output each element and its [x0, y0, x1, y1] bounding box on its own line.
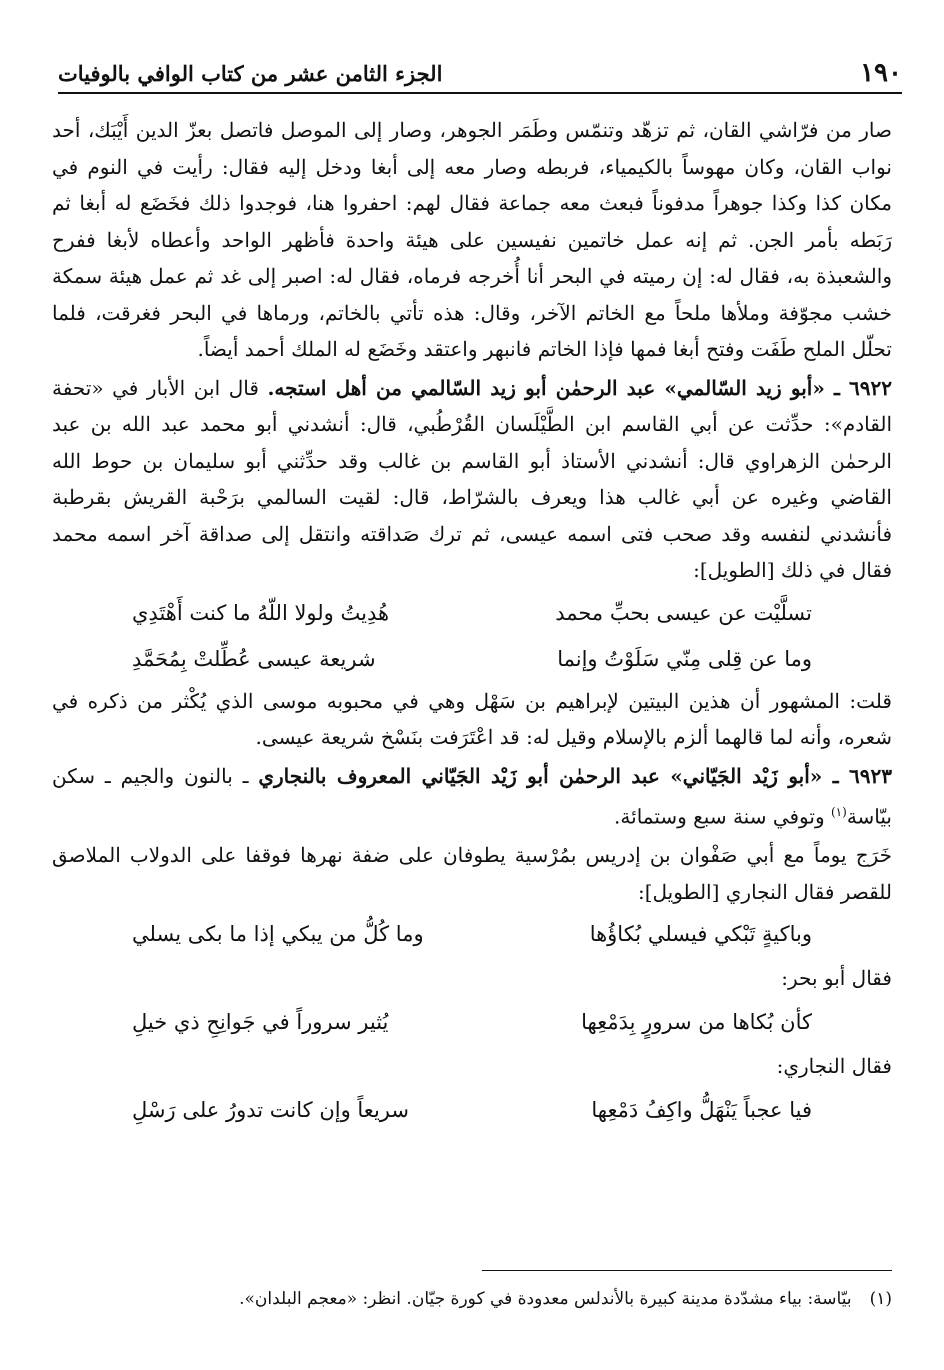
speaker-najjari: فقال النجاري:: [776, 1054, 892, 1079]
verse-4-first-hemistich: كأن بُكاها من سرورٍ بِدَمْعِها: [581, 1010, 812, 1035]
footnote-text: بيّاسة: بياء مشدّدة مدينة كبيرة بالأندلس معدودة في كورة جيّان. انظر: «معجم البلدان».: [239, 1289, 852, 1309]
verse-line-2: [52, 637, 892, 681]
page-number: ١٩٠: [860, 58, 902, 88]
verse-4-second-hemistich: يُثير سروراً في جَوانِحِ ذي خيلِ: [132, 1010, 389, 1035]
verse-5-second-hemistich: سريعاً وإن كانت تدورُ على رَسْلِ: [132, 1098, 409, 1123]
footnote-number: (١): [869, 1289, 892, 1309]
verse-5-first-hemistich: فيا عجباً يَنْهَلُّ واكِفُ دَمْعِها: [591, 1098, 812, 1123]
verse-2-first-hemistich: وما عن قِلى مِنّي سَلَوْتُ وإنما: [557, 646, 812, 671]
paragraph-waterwheel: خَرَج يوماً مع أبي صَفْوان بن إدريس بمُرْسية يطوفان على ضفة نهرها فوقفا على الدولاب الملاصق للقصر فقال النجاري [الطويل]:: [52, 843, 892, 904]
running-header: [58, 52, 902, 94]
footnote: [52, 1285, 892, 1313]
verse-1-first-hemistich: تسلَّيْت عن عيسى بحبِّ محمد: [555, 600, 812, 625]
main-text: [52, 112, 892, 1134]
entry-6922: [52, 370, 892, 589]
entry-6922-heading: ٦٩٢٢ ـ «أبو زيد السّالمي» عبد الرحمٰن أبو زيد السّالمي من أهل استجه.: [267, 375, 892, 400]
paragraph-commentary: قلت: المشهور أن هذين البيتين لإبراهيم بن سَهْل وهي في محبوبه موسى الذي يُكْثر من ذكره في شعره، وأنه لما قالهما ألزم بالإسلام وقيل له: قد اعْتَرَفت بنَسْخ شريعة عيسى.: [52, 688, 892, 749]
verse-line-1: [52, 591, 892, 635]
paragraph-abagha-story: صار من فرّاشي القان، ثم تزهّد وتنمّس وطَمَر الجوهر، وصار إلى الموصل فاتصل بعزّ الدين أَيْبَك، أحد نواب القان، وكان مهوساً بالكيمياء، فربطه وصار معه إلى أبغا ودخل إليه فقال: رأيت في النوم في مكان كذا وكذا جوهراً مدفوناً فبعث معه جماعة فقال لهم: احفروا هنا، فوجدوا ذلك فخَضَع له أبغا ثم رَبَطه بأمر الجن. ثم إنه عمل خاتمين نفيسين على هيئة واحدة فأظهر الواحد وأعطاه لأبغا ففرح والشعبذة به، فقال له: إن رميته في البحر أنا أُخرجه فرماه، فقال له: اصبر إلى غد ثم عمل هيئة سمكة خشب مجوّفة وملأها ملحاً مع الخاتم الآخر، وقال: هذه تأتي بالخاتم، ورماها في البحر فغرقت، فلما تحلّل الملح طَفَت وفتح أبغا فمها فإذا الخاتم فانبهر واعتقد وخَضَع له الملك أحمد أيضاً.: [52, 118, 892, 361]
verse-3-first-hemistich: وباكيةٍ تَبْكي فيسلي بُكاؤُها: [589, 922, 812, 947]
verse-line-5: [52, 1088, 892, 1132]
entry-6923: [52, 758, 892, 836]
book-title: الجزء الثامن عشر من كتاب الوافي بالوفيات: [58, 61, 443, 86]
entry-6923-death: وتوفي سنة سبع وستمائة.: [614, 804, 831, 829]
entry-6923-heading: ٦٩٢٣ ـ «أبو زَيْد الجَيّاني» عبد الرحمٰن أبو زَيْد الجَيّاني المعروف بالنجاري: [258, 763, 893, 788]
footnote-reference: (١): [830, 805, 847, 819]
verse-2-second-hemistich: شريعة عيسى عُطِّلتْ بِمُحَمَّدِ: [132, 646, 376, 671]
entry-6922-text: قال ابن الأبار في «تحفة القادم»: حدِّثت عن أبي القاسم ابن الطَّيْلَسان القُرْطُبي، قال: أنشدني أبو محمد عبد الله بن عبد الرحمٰن الزهراوي قال: أنشدني الأستاذ أبو القاسم بن غالب وقد حدِّثني أبو سليمان بن حوط الله القاضي وغيره عن أبي غالب هذا ويعرف بالشرّاط، قال: لقيت السالمي برَحْبة القريش بقرطبة فأنشدني لنفسه وقد صحب فتى اسمه عيسى، ثم ترك صَداقته وانتقل إلى صداقة آخر اسمه محمد فقال في ذلك [الطويل]:: [52, 375, 892, 582]
verse-line-4: [52, 1000, 892, 1044]
verse-1-second-hemistich: هُدِيتُ ولولا اللّهُ ما كنت أَهْتَدِي: [132, 600, 390, 625]
verse-line-3: [52, 912, 892, 956]
verse-3-second-hemistich: وما كُلُّ من يبكي إذا ما بكى يسلي: [132, 922, 424, 947]
footnote-divider: [482, 1270, 892, 1271]
entry-6923-text: ـ بالنون والجيم ـ سكن بيّاسة: [52, 763, 892, 829]
speaker-abu-bahr: فقال أبو بحر:: [781, 966, 892, 991]
